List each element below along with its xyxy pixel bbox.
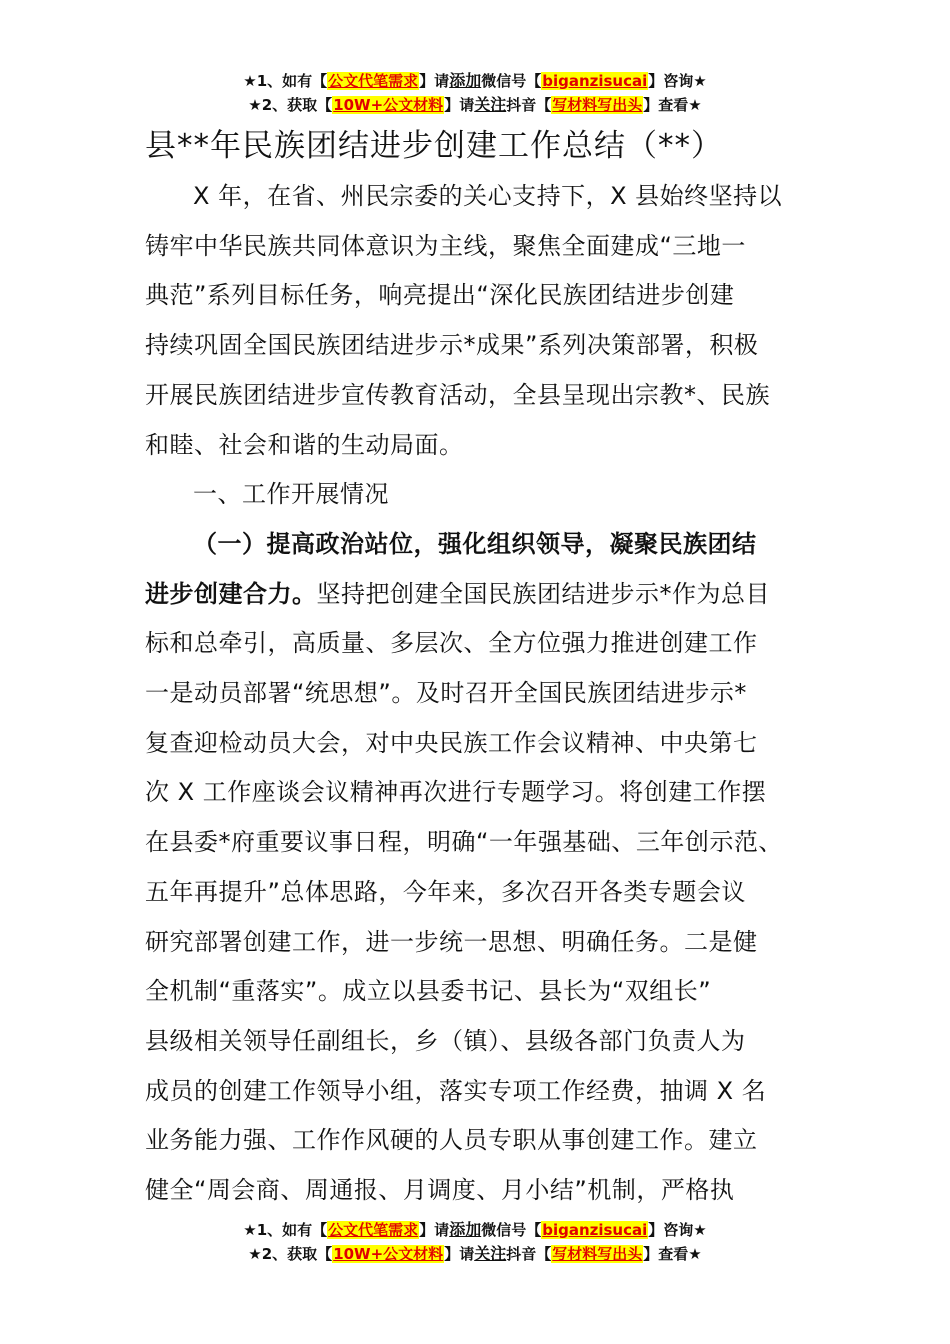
line-text: 和睦、社会和谐的生动局面。	[145, 430, 464, 459]
text: ★2、获取【	[248, 96, 333, 114]
line-text: 标和总牵引，高质量、多层次、全方位强力推进创建工作	[145, 629, 758, 658]
highlight: biganzisucai	[542, 1221, 648, 1239]
text-line	[145, 172, 825, 222]
line-text: 一、工作开展情况	[193, 480, 389, 509]
underlined-text: 添加	[449, 71, 482, 90]
text: 】请	[444, 1245, 475, 1263]
text-line	[145, 222, 825, 272]
highlight: 公文代笔需求	[328, 72, 419, 90]
text: 微信号【	[481, 72, 542, 90]
document-body	[145, 172, 825, 1216]
line-text: 业务能力强、工作作风硬的人员专职从事创建工作。建立	[145, 1126, 758, 1155]
line-text: 开展民族团结进步宣传教育活动，全县呈现出宗教*、民族	[145, 380, 770, 409]
text: 抖音【	[506, 1245, 552, 1263]
text-line	[145, 768, 825, 818]
line-text: 铸牢中华民族共同体意识为主线，聚焦全面建成“三地一	[145, 231, 746, 260]
underlined-text: 添加	[449, 1220, 482, 1239]
line-text: 复查迎检动员大会，对中央民族工作会议精神、中央第七	[145, 728, 758, 757]
promo-banner-top	[0, 69, 950, 117]
text: 微信号【	[481, 1221, 542, 1239]
text-line	[145, 1067, 825, 1117]
text: ★1、如有【	[243, 72, 328, 90]
highlight: 10W+公文材料	[333, 1245, 444, 1263]
line-text: 五年再提升”总体思路，今年来，多次召开各类专题会议	[145, 877, 746, 906]
text-line	[145, 1116, 825, 1166]
text-line	[145, 271, 825, 321]
promo-line-2	[0, 1242, 950, 1266]
text-line	[145, 470, 825, 520]
line-text: 健全“周会商、周通报、月调度、月小结”机制，严格执	[145, 1176, 735, 1205]
text-line	[145, 570, 825, 620]
line-text: 典范”系列目标任务，响亮提出“深化民族团结进步创建	[145, 281, 735, 310]
text: 】咨询★	[648, 72, 707, 90]
text-line	[145, 619, 825, 669]
promo-banner-bottom	[0, 1218, 950, 1266]
text: 】请	[419, 72, 450, 90]
underlined-text: 关注	[474, 1244, 507, 1263]
line-text: 在县委*府重要议事日程，明确“一年强基础、三年创示范、	[145, 828, 783, 857]
line-text: 次 X 工作座谈会议精神再次进行专题学习。将创建工作摆	[145, 778, 767, 807]
text-line	[145, 918, 825, 968]
highlight: biganzisucai	[542, 72, 648, 90]
highlight: 10W+公文材料	[333, 96, 444, 114]
text: 】咨询★	[648, 1221, 707, 1239]
text: 】查看★	[643, 96, 702, 114]
text-line	[145, 967, 825, 1017]
text-line	[145, 669, 825, 719]
text-line	[145, 520, 825, 570]
text-line	[145, 421, 825, 471]
text: ★1、如有【	[243, 1221, 328, 1239]
text-line	[145, 818, 825, 868]
highlight: 写材料写出头	[552, 1245, 643, 1263]
line-text: 成员的创建工作领导小组，落实专项工作经费，抽调 X 名	[145, 1076, 767, 1105]
promo-line-1	[0, 69, 950, 93]
line-text: 县级相关领导任副组长，乡（镇）、县级各部门负责人为	[145, 1026, 746, 1055]
text-line	[145, 321, 825, 371]
text: 】查看★	[643, 1245, 702, 1263]
text-line	[145, 1166, 825, 1216]
line-text: 一是动员部署“统思想”。及时召开全国民族团结进步示*	[145, 679, 747, 708]
text: ★2、获取【	[248, 1245, 333, 1263]
promo-line-2	[0, 93, 950, 117]
highlight: 公文代笔需求	[328, 1221, 419, 1239]
text-line	[145, 1017, 825, 1067]
text: 抖音【	[506, 96, 552, 114]
line-text: X 年，在省、州民宗委的关心支持下，X 县始终坚持以	[193, 182, 783, 210]
line-text: 坚持把创建全国民族团结进步示*作为总目	[316, 579, 770, 608]
text: 】请	[444, 96, 475, 114]
text: 】请	[419, 1221, 450, 1239]
line-text: 全机制“重落实”。成立以县委书记、县长为“双组长”	[145, 977, 712, 1006]
line-text: 持续巩固全国民族团结进步示*成果”系列决策部署，积极	[145, 331, 759, 360]
promo-line-1	[0, 1218, 950, 1242]
bold-heading: （一）提高政治站位，强化组织领导，凝聚民族团结	[193, 529, 757, 558]
document-title: 县**年民族团结进步创建工作总结（**）	[145, 128, 723, 164]
line-text: 研究部署创建工作，进一步统一思想、明确任务。二是健	[145, 927, 758, 956]
underlined-text: 关注	[474, 95, 507, 114]
text-line	[145, 868, 825, 918]
highlight: 写材料写出头	[552, 96, 643, 114]
bold-heading: 进步创建合力。	[145, 579, 317, 608]
text-line	[145, 371, 825, 421]
text-line	[145, 719, 825, 769]
